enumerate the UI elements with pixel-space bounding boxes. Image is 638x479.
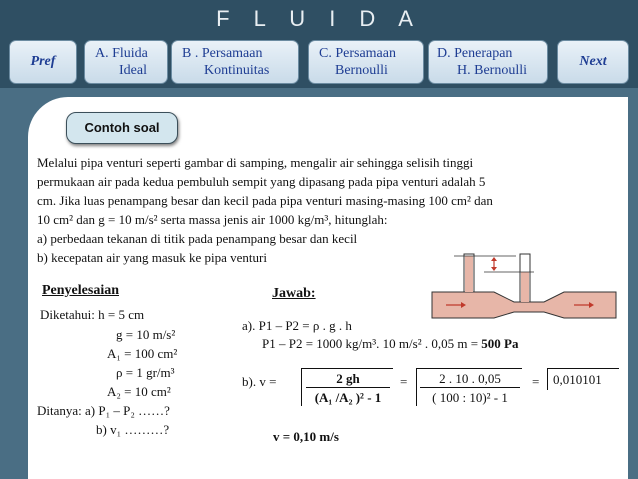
problem-line: permukaan air pada kedua pembuluh sempit yang dipasang pada pipa venturi adalah 5 <box>37 174 486 189</box>
answer-a-result: 500 Pa <box>481 336 519 351</box>
tab-label-line2: H. Bernoulli <box>457 63 527 78</box>
fraction-bar <box>420 387 520 388</box>
tab-label-line2: Bernoulli <box>335 63 388 78</box>
tab-label-line2: Ideal <box>119 63 147 78</box>
radical-overline <box>416 368 522 369</box>
radical-sign <box>547 368 548 390</box>
fraction-1-denominator: (A₁ /A₂ )² - 1 <box>314 390 382 405</box>
radical-overline <box>547 368 619 369</box>
radical-overline <box>301 368 393 369</box>
equals-sign: = <box>532 374 540 389</box>
problem-line: Melalui pipa venturi seperti gambar di samping, mengalir air sehingga selisih tinggi <box>37 155 474 170</box>
answer-a-line2 <box>262 336 519 352</box>
tab-label-line1: C. Persamaan <box>319 46 396 61</box>
fraction-bar <box>306 387 390 388</box>
radical-sign <box>416 368 417 406</box>
asked-a: Ditanya: a) P₁ – P₂ ……? <box>37 403 170 418</box>
tab-persamaan-kontinuitas[interactable] <box>171 40 299 84</box>
tab-label-line1: D. Penerapan <box>437 46 513 61</box>
known-a1: A₁ = 100 cm² <box>107 346 178 361</box>
fraction-2-denominator: ( 100 : 10)² - 1 <box>432 390 508 405</box>
known-h: Diketahui: h = 5 cm <box>40 307 145 322</box>
venturi-pipe-figure <box>424 246 624 333</box>
fraction-1-numerator: 2 gh <box>336 371 360 386</box>
radical-sign <box>301 368 302 406</box>
problem-line: cm. Jika luas penampang besar dan kecil pada pipa venturi masing-masing 100 cm² dan <box>37 193 493 208</box>
radical-value: 0,010101 <box>553 372 602 387</box>
tab-fluida-ideal[interactable] <box>84 40 168 84</box>
tab-label-line1: A. Fluida <box>95 46 148 61</box>
asked-b: b) v₁ ………? <box>96 422 170 437</box>
known-a2: A₂ = 10 cm² <box>107 384 171 399</box>
problem-line: b) kecepatan air yang masuk ke pipa venturi <box>37 250 267 265</box>
problem-line: 10 cm² dan g = 10 m/s² serta massa jenis air 1000 kg/m³, hitunglah: <box>37 212 388 227</box>
prev-button[interactable]: Pref <box>9 40 77 84</box>
tab-penerapan-bernoulli[interactable] <box>428 40 548 84</box>
next-button[interactable]: Next <box>557 40 629 84</box>
equals-sign: = <box>400 374 408 389</box>
answer-a-expression: P1 – P2 = 1000 kg/m³. 10 m/s² . 0,05 m = <box>262 336 482 351</box>
answer-b-label: b). v = <box>242 374 277 389</box>
page-title: F L U I D A <box>216 6 422 31</box>
contoh-soal-badge: Contoh soal <box>66 112 178 144</box>
answer-heading: Jawab: <box>272 286 316 301</box>
tab-persamaan-bernoulli[interactable] <box>308 40 424 84</box>
tab-label-line1: B . Persamaan <box>182 46 263 61</box>
solution-heading: Penyelesaian <box>42 283 119 298</box>
problem-line: a) perbedaan tekanan di titik pada penampang besar dan kecil <box>37 231 358 246</box>
known-rho: ρ = 1 gr/m³ <box>116 365 175 380</box>
answer-a-line1: a). P1 – P2 = ρ . g . h <box>242 318 352 333</box>
known-g: g = 10 m/s² <box>116 327 176 342</box>
fraction-2-numerator: 2 . 10 . 0,05 <box>439 371 501 386</box>
final-answer: v = 0,10 m/s <box>273 429 339 444</box>
tab-label-line2: Kontinuitas <box>204 63 270 78</box>
